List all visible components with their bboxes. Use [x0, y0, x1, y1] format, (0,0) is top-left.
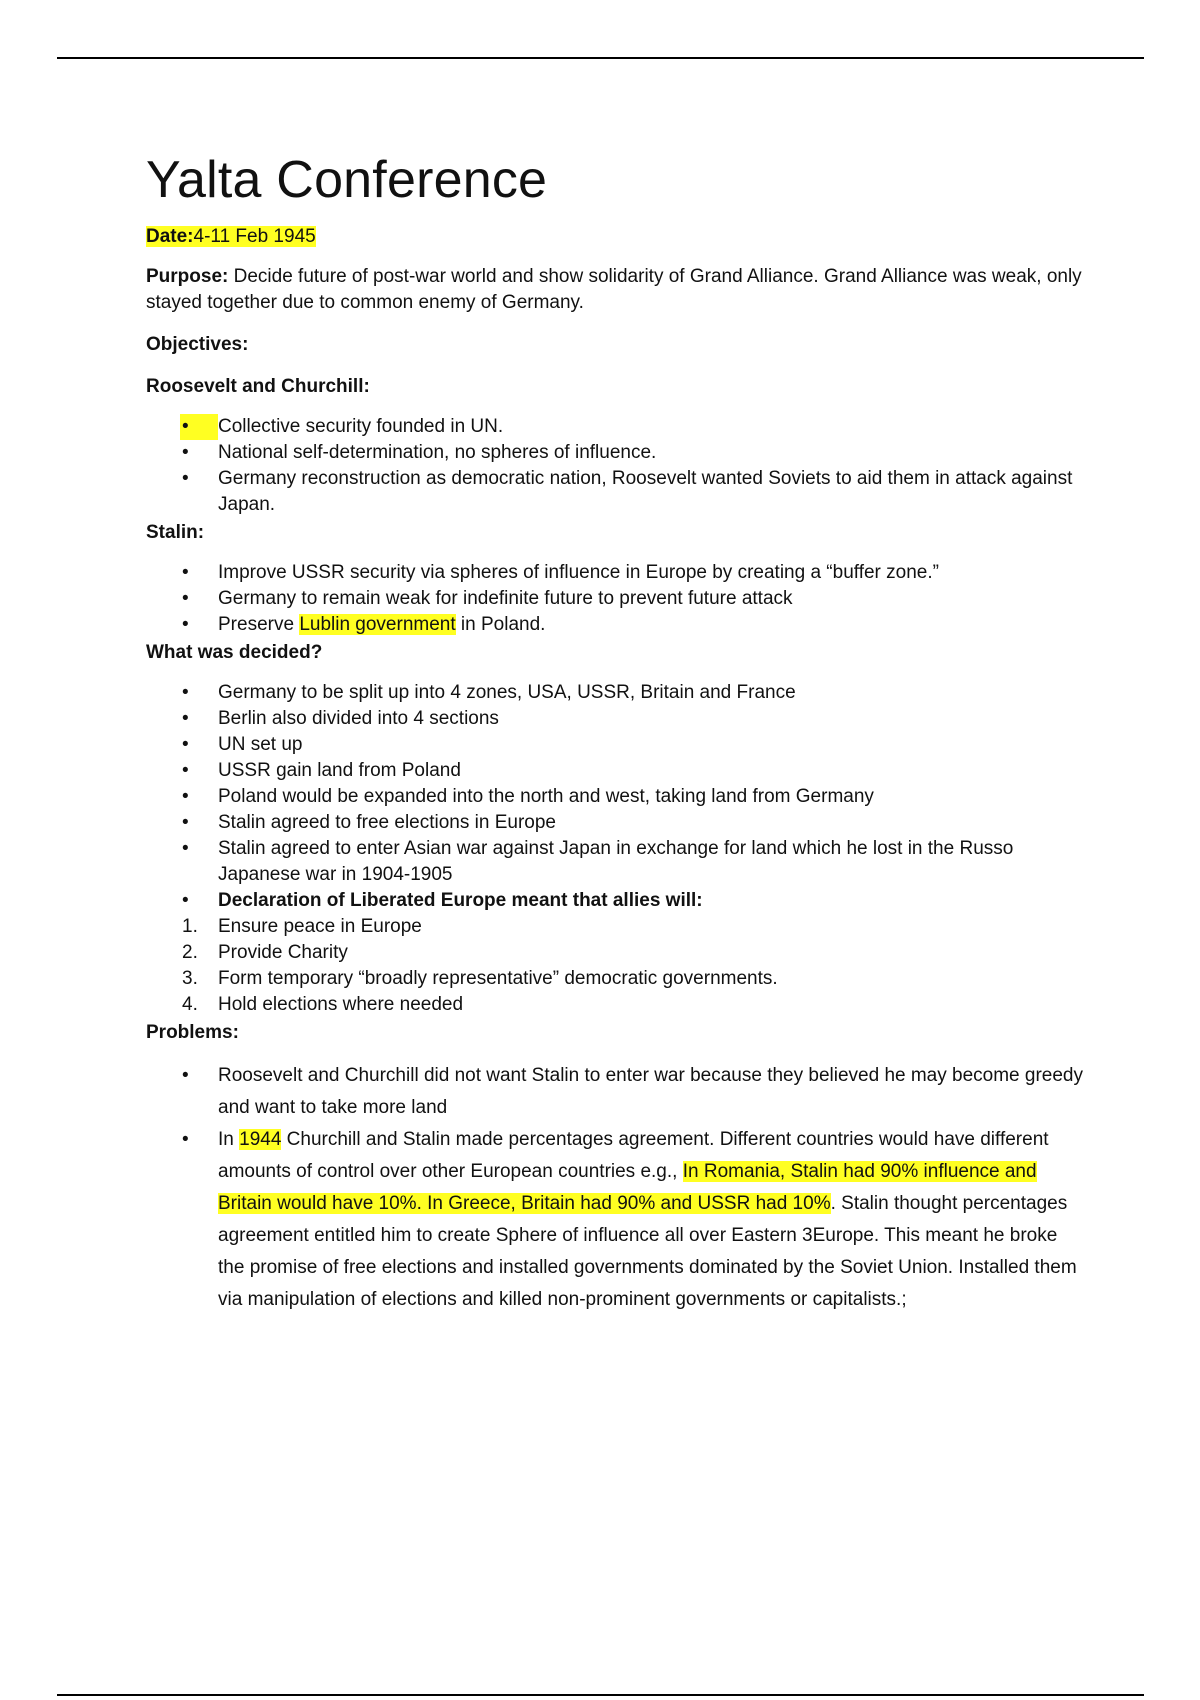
bullet-icon: • — [182, 1065, 189, 1086]
numbered-item — [146, 940, 1086, 966]
roosevelt-churchill-list — [146, 414, 1086, 518]
list-item-text: USSR gain land from Poland — [218, 760, 461, 781]
list-item — [146, 784, 1086, 810]
list-item-text: Poland would be expanded into the north and west, taking land from Germany — [218, 786, 874, 807]
purpose-paragraph — [146, 264, 1086, 316]
percentages-highlight: In Romania, Stalin had 90% influence and Britain would have 10%. In Greece, Britain had 90% and USSR had 10% — [218, 1161, 1037, 1214]
numbered-item-text: Ensure peace in Europe — [218, 916, 422, 937]
list-item-text: Germany reconstruction as democratic nation, Roosevelt wanted Soviets to aid them in attack against Japan. — [218, 468, 1073, 515]
item-number: 3. — [182, 968, 198, 989]
date-value: 4-11 Feb 1945 — [193, 226, 316, 247]
stalin-list — [146, 560, 1086, 638]
decided-list — [146, 680, 1086, 914]
roosevelt-churchill-heading-text: Roosevelt and Churchill: — [146, 376, 370, 397]
list-item — [146, 560, 1086, 586]
numbered-item — [146, 992, 1086, 1018]
objectives-heading-text: Objectives: — [146, 334, 249, 355]
bullet-icon: • — [182, 468, 189, 489]
numbered-item-text: Hold elections where needed — [218, 994, 464, 1015]
item-number: 2. — [182, 942, 198, 963]
date-line — [146, 224, 1086, 250]
lublin-highlight: Lublin government — [299, 614, 456, 635]
list-item-text: National self-determination, no spheres of influence. — [218, 442, 657, 463]
list-item — [146, 440, 1086, 466]
declaration-numbered-list — [146, 914, 1086, 1018]
item-number: 1. — [182, 916, 198, 937]
list-item-text: In — [218, 1129, 240, 1150]
stalin-heading-text: Stalin: — [146, 522, 205, 543]
list-item — [146, 706, 1086, 732]
bullet-icon: • — [182, 682, 189, 703]
list-item — [146, 680, 1086, 706]
footer-rule — [57, 1694, 1144, 1696]
document-body — [146, 150, 1086, 1316]
list-item — [146, 612, 1086, 638]
declaration-text: Declaration of Liberated Europe meant that allies will: — [218, 890, 703, 911]
header-rule — [57, 57, 1144, 59]
list-item-text: Stalin agreed to enter Asian war against Japan in exchange for land which he lost in the Russo Japanese war in 1904-1905 — [218, 838, 1014, 885]
item-number: 4. — [182, 994, 198, 1015]
bullet-icon: • — [182, 442, 189, 463]
numbered-item-text: Form temporary “broadly representative” democratic governments. — [218, 968, 778, 989]
list-item — [146, 1060, 1086, 1124]
list-item — [146, 836, 1086, 888]
bullet-icon: • — [182, 562, 189, 583]
list-item-text: Germany to be split up into 4 zones, USA, USSR, Britain and France — [218, 682, 796, 703]
numbered-item — [146, 914, 1086, 940]
purpose-label: Purpose: — [146, 266, 229, 287]
problems-heading-text: Problems: — [146, 1022, 239, 1043]
list-item-text: Improve USSR security via spheres of influence in Europe by creating a “buffer zone.” — [218, 562, 939, 583]
bullet-icon: • — [180, 414, 218, 440]
bullet-icon: • — [182, 588, 189, 609]
numbered-item — [146, 966, 1086, 992]
list-item-text: Collective security founded in UN. — [218, 416, 504, 437]
problems-heading — [146, 1020, 1086, 1046]
page-title: Yalta Conference — [146, 151, 548, 209]
list-item-text: . Stalin thought percentages agreement entitled him to create Sphere of influence all over Eastern 3Europe. This meant he broke the promise of free elections and installed governments dominated by the Soviet Union. Installed them via manipulation of elections and killed non-prominent governments or capitalists.; — [218, 1193, 1077, 1310]
list-item — [146, 1124, 1086, 1316]
bullet-icon: • — [182, 734, 189, 755]
bullet-icon: • — [182, 786, 189, 807]
list-item-text: Berlin also divided into 4 sections — [218, 708, 499, 729]
problems-list — [146, 1060, 1086, 1316]
list-item — [146, 758, 1086, 784]
stalin-heading — [146, 520, 1086, 546]
bullet-icon: • — [182, 890, 189, 911]
purpose-text: Decide future of post-war world and show solidarity of Grand Alliance. Grand Alliance was weak, only stayed together due to common enemy of Germany. — [146, 266, 1082, 313]
list-item-text: Preserve — [218, 614, 300, 635]
year-highlight: 1944 — [239, 1129, 282, 1150]
bullet-icon: • — [182, 838, 189, 859]
date-label: Date: — [146, 226, 194, 247]
bullet-icon: • — [182, 614, 189, 635]
roosevelt-churchill-heading — [146, 374, 1086, 400]
list-item — [146, 414, 1086, 440]
list-item-text: Churchill and Stalin made percentages agreement. Different countries would have different amounts of control over other European countries e.g., — [218, 1129, 1049, 1182]
list-item — [146, 810, 1086, 836]
list-item-text: in Poland. — [455, 614, 546, 635]
bullet-icon: • — [182, 812, 189, 833]
list-item — [146, 466, 1086, 518]
decided-heading-text: What was decided? — [146, 642, 323, 663]
bullet-icon: • — [182, 760, 189, 781]
objectives-heading — [146, 332, 1086, 358]
numbered-item-text: Provide Charity — [218, 942, 348, 963]
list-item-text: UN set up — [218, 734, 303, 755]
bullet-icon: • — [182, 708, 189, 729]
list-item — [146, 888, 1086, 914]
decided-heading — [146, 640, 1086, 666]
list-item-text: Stalin agreed to free elections in Europe — [218, 812, 556, 833]
list-item — [146, 586, 1086, 612]
list-item — [146, 732, 1086, 758]
list-item-text: Germany to remain weak for indefinite future to prevent future attack — [218, 588, 793, 609]
bullet-icon: • — [182, 1129, 189, 1150]
date-highlight — [146, 226, 316, 247]
list-item-text: Roosevelt and Churchill did not want Stalin to enter war because they believed he may become greedy and want to take more land — [218, 1065, 1084, 1118]
